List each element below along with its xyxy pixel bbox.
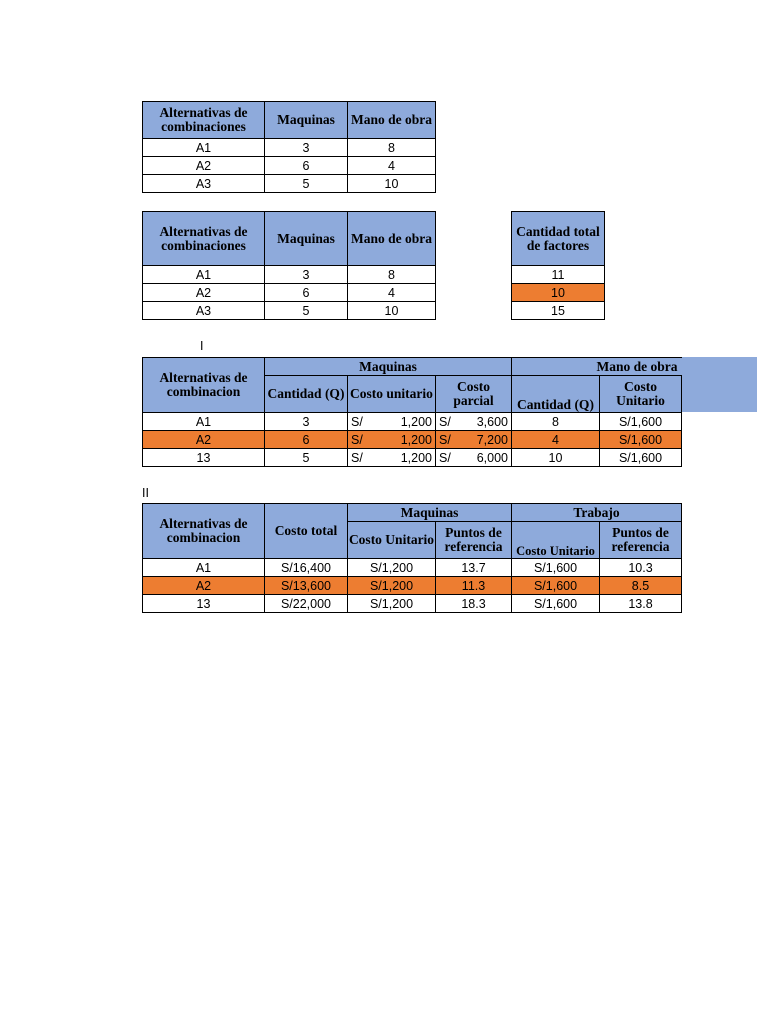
- cell-costo-total: S/13,600: [265, 577, 348, 595]
- cell-puntos: 11.3: [436, 577, 512, 595]
- header-alternativas: Alternativas de combinacion: [143, 504, 265, 559]
- header-group-trabajo: Trabajo: [512, 504, 682, 522]
- cell-q-mano: 4: [512, 431, 600, 449]
- table-row-highlighted: [143, 577, 682, 595]
- table-row: [143, 266, 436, 284]
- amount: 1,200: [400, 450, 432, 465]
- cell-costo-unitario: S/1,200: [348, 559, 436, 577]
- header-cantidad-total: Cantidad total de factores: [512, 212, 605, 266]
- cell-alt: A2: [143, 431, 265, 449]
- header-costo-unitario: Costo unitario: [348, 376, 436, 413]
- cell-costo-total: S/16,400: [265, 559, 348, 577]
- header-puntos-referencia: Puntos de referencia: [436, 522, 512, 559]
- cell-puntos-trabajo: 8.5: [600, 577, 682, 595]
- header-costo-total: Costo total: [265, 504, 348, 559]
- cell: 10: [512, 284, 605, 302]
- cell: 6: [265, 157, 348, 175]
- cell: A3: [143, 175, 265, 193]
- header-maquinas: Maquinas: [265, 102, 348, 139]
- table-row: [143, 449, 682, 467]
- cell: A1: [143, 266, 265, 284]
- cell-cu-mano: S/1,600: [600, 449, 682, 467]
- table-combinaciones-1: [142, 101, 436, 193]
- cell: 3: [265, 266, 348, 284]
- header-group-maquinas: Maquinas: [265, 358, 512, 376]
- cell-costo-unitario-trabajo: S/1,600: [512, 559, 600, 577]
- header-costo-unitario-mano: Costo Unitario: [600, 376, 682, 413]
- cell-costo-parcial: [436, 413, 512, 431]
- cell: 15: [512, 302, 605, 320]
- cell-alt: A1: [143, 559, 265, 577]
- cell-puntos-trabajo: 10.3: [600, 559, 682, 577]
- header-alternativas: Alternativas de combinaciones: [143, 102, 265, 139]
- cell: 6: [265, 284, 348, 302]
- header-maquinas: Maquinas: [265, 212, 348, 266]
- header-group-maquinas: Maquinas: [348, 504, 512, 522]
- table-row: [143, 175, 436, 193]
- amount: 6,000: [476, 450, 508, 465]
- table-row: [143, 139, 436, 157]
- cell-costo-unitario: [348, 431, 436, 449]
- cell-costo-parcial: [436, 449, 512, 467]
- cell-cu-mano: S/1,600: [600, 413, 682, 431]
- cell: A2: [143, 157, 265, 175]
- table-costos-ii: [142, 503, 682, 613]
- currency: S/: [351, 450, 363, 465]
- amount: 1,200: [400, 432, 432, 447]
- currency: S/: [351, 414, 363, 429]
- cell-q: 3: [265, 413, 348, 431]
- cell-q: 6: [265, 431, 348, 449]
- cell: 4: [348, 284, 436, 302]
- cell-q: 5: [265, 449, 348, 467]
- cell-costo-unitario: [348, 413, 436, 431]
- header-mano-de-obra: Mano de obra: [348, 212, 436, 266]
- cell: 8: [348, 139, 436, 157]
- cell: 5: [265, 302, 348, 320]
- header-alternativas: Alternativas de combinacion: [143, 358, 265, 413]
- cell-alt: 13: [143, 595, 265, 613]
- table-row-highlighted: [512, 284, 605, 302]
- header-costo-parcial: Costo parcial: [436, 376, 512, 413]
- cell-costo-total: S/22,000: [265, 595, 348, 613]
- cell: 10: [348, 175, 436, 193]
- cell-puntos: 13.7: [436, 559, 512, 577]
- header-costo-unitario: Costo Unitario: [348, 522, 436, 559]
- table-row: [143, 595, 682, 613]
- table-row: [143, 559, 682, 577]
- cell-costo-unitario: [348, 449, 436, 467]
- table-row: [512, 266, 605, 284]
- cell: 3: [265, 139, 348, 157]
- table-row: [143, 413, 682, 431]
- header-cantidad: Cantidad (Q): [265, 376, 348, 413]
- table-costos-i: [142, 357, 682, 467]
- cell-alt: A2: [143, 577, 265, 595]
- amount: 7,200: [476, 432, 508, 447]
- cell-costo-unitario: S/1,200: [348, 595, 436, 613]
- table-combinaciones-2: [142, 211, 436, 320]
- header-puntos-referencia-trabajo: Puntos de referencia: [600, 522, 682, 559]
- table-row: [143, 302, 436, 320]
- amount: 1,200: [400, 414, 432, 429]
- cell: A1: [143, 139, 265, 157]
- cell: 8: [348, 266, 436, 284]
- label-ii: II: [142, 486, 149, 500]
- cell-costo-unitario-trabajo: S/1,600: [512, 595, 600, 613]
- currency: S/: [351, 432, 363, 447]
- currency: S/: [439, 414, 451, 429]
- cell: 11: [512, 266, 605, 284]
- cell-alt: A1: [143, 413, 265, 431]
- header-group-mano-de-obra: Mano de obra: [512, 358, 682, 376]
- cell-alt: 13: [143, 449, 265, 467]
- cell: A3: [143, 302, 265, 320]
- cell-puntos: 18.3: [436, 595, 512, 613]
- currency: S/: [439, 432, 451, 447]
- cell-q-mano: 10: [512, 449, 600, 467]
- table-row: [143, 284, 436, 302]
- header-cantidad-mano: Cantidad (Q): [512, 376, 600, 413]
- table-row: [143, 157, 436, 175]
- label-i: I: [200, 339, 204, 353]
- table-row-highlighted: [143, 431, 682, 449]
- table-row: [512, 302, 605, 320]
- table-cantidad-factores: [511, 211, 605, 320]
- cell: A2: [143, 284, 265, 302]
- amount: 3,600: [476, 414, 508, 429]
- header-costo-unitario-trabajo: Costo Unitario: [512, 522, 600, 559]
- cell-cu-mano: S/1,600: [600, 431, 682, 449]
- header-alternativas: Alternativas de combinaciones: [143, 212, 265, 266]
- cell-costo-unitario-trabajo: S/1,600: [512, 577, 600, 595]
- cell: 10: [348, 302, 436, 320]
- cell: 5: [265, 175, 348, 193]
- cell: 4: [348, 157, 436, 175]
- cell-puntos-trabajo: 13.8: [600, 595, 682, 613]
- header-fill-block: [680, 357, 757, 412]
- cell-costo-parcial: [436, 431, 512, 449]
- header-mano-de-obra: Mano de obra: [348, 102, 436, 139]
- cell-costo-unitario: S/1,200: [348, 577, 436, 595]
- currency: S/: [439, 450, 451, 465]
- cell-q-mano: 8: [512, 413, 600, 431]
